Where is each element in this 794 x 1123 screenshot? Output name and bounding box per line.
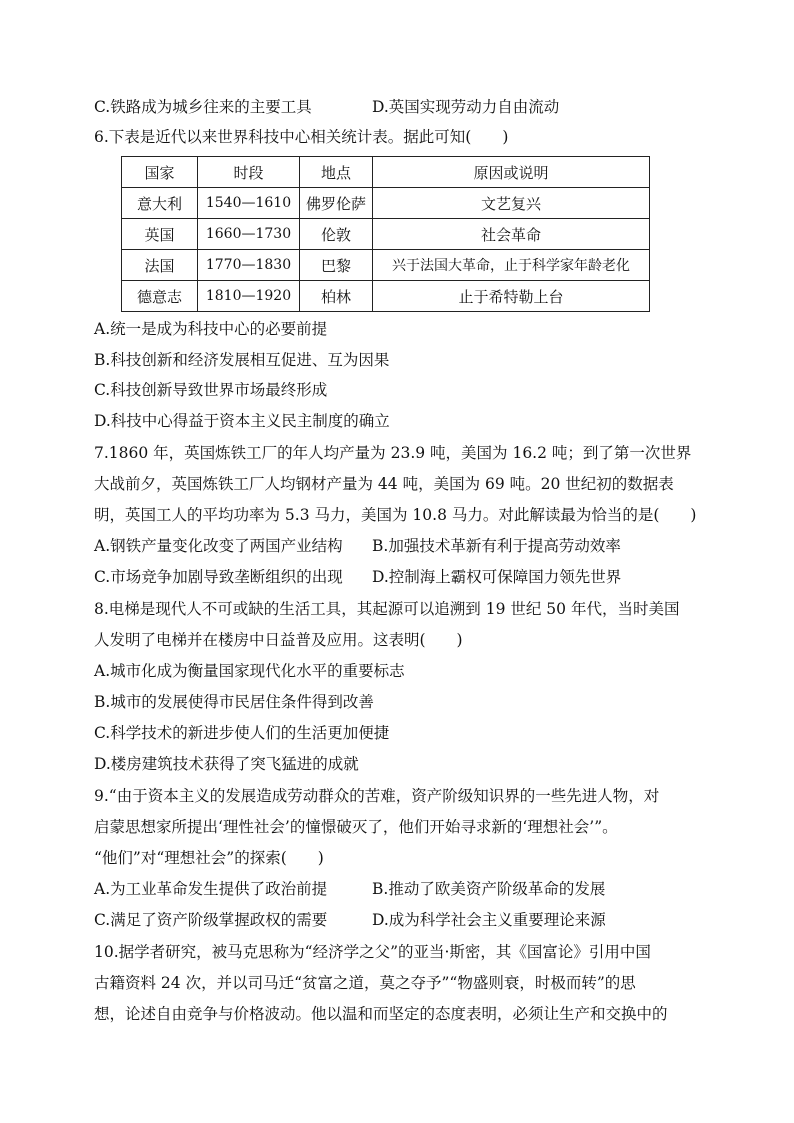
table-row bbox=[122, 250, 650, 281]
table-cell: 1770—1830 bbox=[198, 250, 300, 281]
table-header-cell: 时段 bbox=[198, 157, 300, 188]
q7-stem-line-3: 明，英国工人的平均功率为 5.3 马力，美国为 10.8 马力。对此解读最为恰当的是( ) bbox=[94, 506, 697, 524]
table-cell: 意大利 bbox=[122, 188, 198, 219]
table-cell: 兴于法国大革命，止于科学家年龄老化 bbox=[373, 250, 650, 281]
table-cell: 伦敦 bbox=[300, 219, 373, 250]
q7-option-a: A.钢铁产量变化改变了两国产业结构 bbox=[94, 537, 343, 555]
q9-option-c: C.满足了资产阶级掌握政权的需要 bbox=[94, 911, 328, 929]
table-row bbox=[122, 188, 650, 219]
q6-option-b: B.科技创新和经济发展相互促进、互为因果 bbox=[94, 351, 390, 369]
table-cell: 文艺复兴 bbox=[373, 188, 650, 219]
q7-stem-line-2: 大战前夕，英国炼铁工厂人均钢材产量为 44 吨，美国为 69 吨。20 世纪初的数据表 bbox=[94, 475, 674, 493]
q9-stem-line-1: 9.“由于资本主义的发展造成劳动群众的苦难，资产阶级知识界的一些先进人物，对 bbox=[94, 787, 660, 805]
table-header-cell: 原因或说明 bbox=[373, 157, 650, 188]
q10-stem-line-3: 想，论述自由竞争与价格波动。他以温和而坚定的态度表明，必须让生产和交换中的 bbox=[94, 1005, 668, 1023]
table-cell: 1540—1610 bbox=[198, 188, 300, 219]
table-cell: 英国 bbox=[122, 219, 198, 250]
q7-option-d: D.控制海上霸权可保障国力领先世界 bbox=[372, 568, 622, 586]
q6-stem: 6.下表是近代以来世界科技中心相关统计表。据此可知( ) bbox=[94, 128, 509, 146]
q7-stem-line-1: 7.1860 年，英国炼铁工厂的年人均产量为 23.9 吨，美国为 16.2 吨；到了第一次世界 bbox=[94, 444, 692, 462]
q9-stem-line-2: 启蒙思想家所提出‘理性社会’的憧憬破灭了，他们开始寻求新的‘理想社会’”。 bbox=[94, 818, 618, 836]
table-header-cell: 国家 bbox=[122, 157, 198, 188]
q8-option-d: D.楼房建筑技术获得了突飞猛进的成就 bbox=[94, 755, 359, 773]
q9-option-a: A.为工业革命发生提供了政治前提 bbox=[94, 880, 328, 898]
q10-stem-line-2: 古籍资料 24 次，并以司马迁“贫富之道，莫之夺予”“物盛则衰，时极而转”的思 bbox=[94, 974, 636, 992]
table-cell: 巴黎 bbox=[300, 250, 373, 281]
table-row bbox=[122, 219, 650, 250]
q6-table bbox=[121, 156, 650, 312]
q9-option-b: B.推动了欧美资产阶级革命的发展 bbox=[372, 880, 606, 898]
q8-option-c: C.科学技术的新进步使人们的生活更加便捷 bbox=[94, 724, 390, 742]
q8-stem-line-1: 8.电梯是现代人不可或缺的生活工具，其起源可以追溯到 19 世纪 50 年代，当时美国 bbox=[94, 600, 680, 618]
q9-stem-line-3: “他们”对“理想社会”的探索( ) bbox=[94, 849, 324, 867]
q8-option-a: A.城市化成为衡量国家现代化水平的重要标志 bbox=[94, 662, 405, 680]
q8-stem-line-2: 人发明了电梯并在楼房中日益普及应用。这表明( ) bbox=[94, 631, 463, 649]
q10-stem-line-1: 10.据学者研究，被马克思称为“经济学之父”的亚当·斯密，其《国富论》引用中国 bbox=[94, 943, 651, 961]
q6-option-d: D.科技中心得益于资本主义民主制度的确立 bbox=[94, 412, 390, 430]
q8-option-b: B.城市的发展使得市民居住条件得到改善 bbox=[94, 693, 374, 711]
q6-option-c: C.科技创新导致世界市场最终形成 bbox=[94, 381, 328, 399]
table-cell: 1660—1730 bbox=[198, 219, 300, 250]
q7-option-b: B.加强技术革新有利于提高劳动效率 bbox=[372, 537, 621, 555]
table-header-cell: 地点 bbox=[300, 157, 373, 188]
table-cell: 法国 bbox=[122, 250, 198, 281]
q7-option-c: C.市场竞争加剧导致垄断组织的出现 bbox=[94, 568, 343, 586]
table-cell: 佛罗伦萨 bbox=[300, 188, 373, 219]
q6-option-a: A.统一是成为科技中心的必要前提 bbox=[94, 320, 328, 338]
table-cell: 社会革命 bbox=[373, 219, 650, 250]
q5-option-d: D.英国实现劳动力自由流动 bbox=[372, 98, 560, 116]
table-cell: 1810—1920 bbox=[198, 281, 300, 312]
q5-option-c: C.铁路成为城乡往来的主要工具 bbox=[94, 98, 312, 116]
table-cell: 德意志 bbox=[122, 281, 198, 312]
q9-option-d: D.成为科学社会主义重要理论来源 bbox=[372, 911, 606, 929]
table-row bbox=[122, 281, 650, 312]
table-cell: 柏林 bbox=[300, 281, 373, 312]
table-cell: 止于希特勒上台 bbox=[373, 281, 650, 312]
table-header-row bbox=[122, 157, 650, 188]
